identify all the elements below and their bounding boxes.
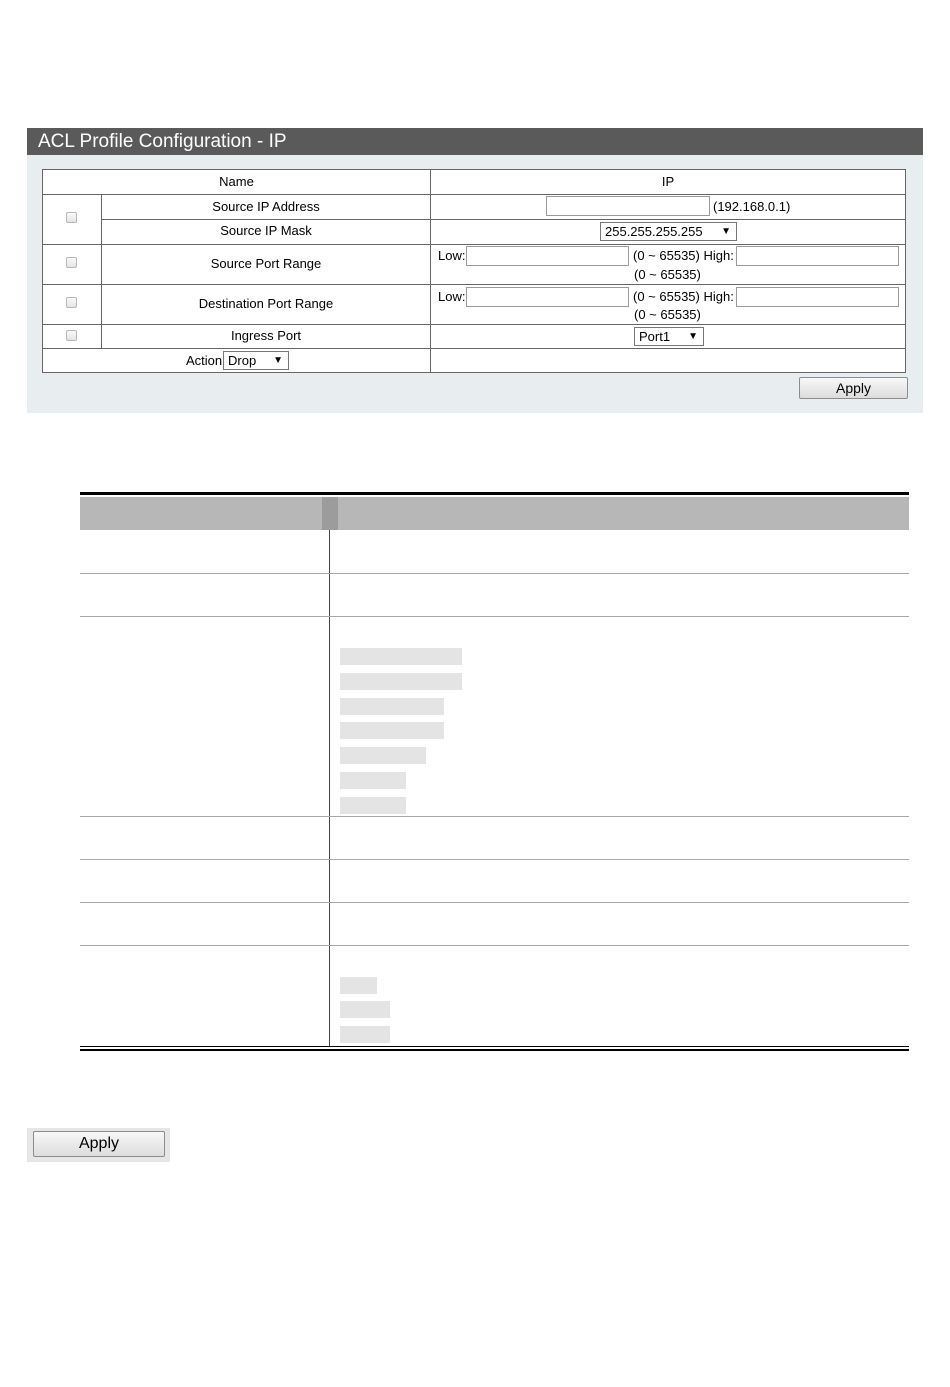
table-row-divider: [80, 616, 909, 617]
redacted-bar: [340, 722, 444, 739]
table-row-divider: [80, 573, 909, 574]
redacted-bar: [340, 747, 426, 764]
destination-port-low-label: Low:: [438, 289, 466, 304]
source-ip-address-input[interactable]: [546, 196, 710, 216]
destination-port-range-label: Destination Port Range: [198, 296, 334, 311]
table-bottom-rule: [80, 1049, 909, 1051]
header-name: Name: [219, 174, 254, 189]
action-label: Action: [186, 353, 223, 368]
source-ip-mask-label: Source IP Mask: [220, 223, 312, 238]
destination-port-checkbox[interactable]: [66, 297, 77, 308]
source-port-high-input[interactable]: [736, 246, 899, 266]
header-ip: IP: [661, 174, 675, 189]
redacted-bar: [340, 772, 406, 789]
table-top-rule: [80, 492, 909, 495]
ingress-port-label: Ingress Port: [230, 328, 302, 343]
source-port-range-high-label: (0 ~ 65535) High:: [633, 248, 734, 263]
source-port-range-label: Source Port Range: [210, 256, 322, 271]
table-row-divider: [80, 816, 909, 817]
source-port-low-input[interactable]: [466, 246, 629, 266]
redacted-bar: [340, 1001, 390, 1018]
table-column-divider: [329, 530, 330, 1046]
table-row-divider: [80, 945, 909, 946]
redacted-bar: [340, 698, 444, 715]
ingress-port-value: Port1: [639, 329, 671, 344]
table-bottom-rule: [80, 1046, 909, 1047]
source-port-range-tail: (0 ~ 65535): [634, 267, 701, 282]
apply-button-frame: [27, 1128, 170, 1162]
acl-profile-table: [42, 169, 906, 373]
redacted-bar: [340, 1026, 390, 1043]
action-select[interactable]: [223, 351, 289, 370]
table-row-divider: [80, 859, 909, 860]
acl-profile-panel: [27, 128, 923, 413]
destination-port-low-input[interactable]: [466, 287, 629, 307]
source-ip-address-label: Source IP Address: [212, 199, 320, 214]
action-value: Drop: [228, 353, 257, 368]
source-ip-mask-value: 255.255.255.255: [605, 224, 703, 239]
destination-port-high-input[interactable]: [736, 287, 899, 307]
destination-port-range-high-label: (0 ~ 65535) High:: [633, 289, 734, 304]
table-header-row: [80, 497, 909, 530]
ingress-port-select[interactable]: [634, 327, 704, 346]
destination-port-range-tail: (0 ~ 65535): [634, 307, 701, 322]
chevron-down-icon: ▼: [721, 226, 731, 237]
redacted-bar: [340, 797, 406, 814]
source-port-checkbox[interactable]: [66, 257, 77, 268]
source-ip-mask-select[interactable]: [600, 222, 737, 241]
source-ip-checkbox[interactable]: [66, 212, 77, 223]
redacted-bar: [340, 673, 462, 690]
chevron-down-icon: ▼: [273, 355, 283, 366]
redacted-bar: [340, 977, 377, 994]
apply-button[interactable]: Apply: [799, 377, 908, 399]
apply-button-example[interactable]: Apply: [33, 1131, 165, 1157]
panel-title: ACL Profile Configuration - IP: [27, 128, 923, 155]
table-row-divider: [80, 902, 909, 903]
source-ip-address-hint: (192.168.0.1): [713, 199, 791, 214]
redacted-bar: [340, 648, 462, 665]
ingress-port-checkbox[interactable]: [66, 330, 77, 341]
chevron-down-icon: ▼: [688, 331, 698, 342]
source-port-low-label: Low:: [438, 248, 466, 263]
table-header-divider: [322, 497, 338, 530]
